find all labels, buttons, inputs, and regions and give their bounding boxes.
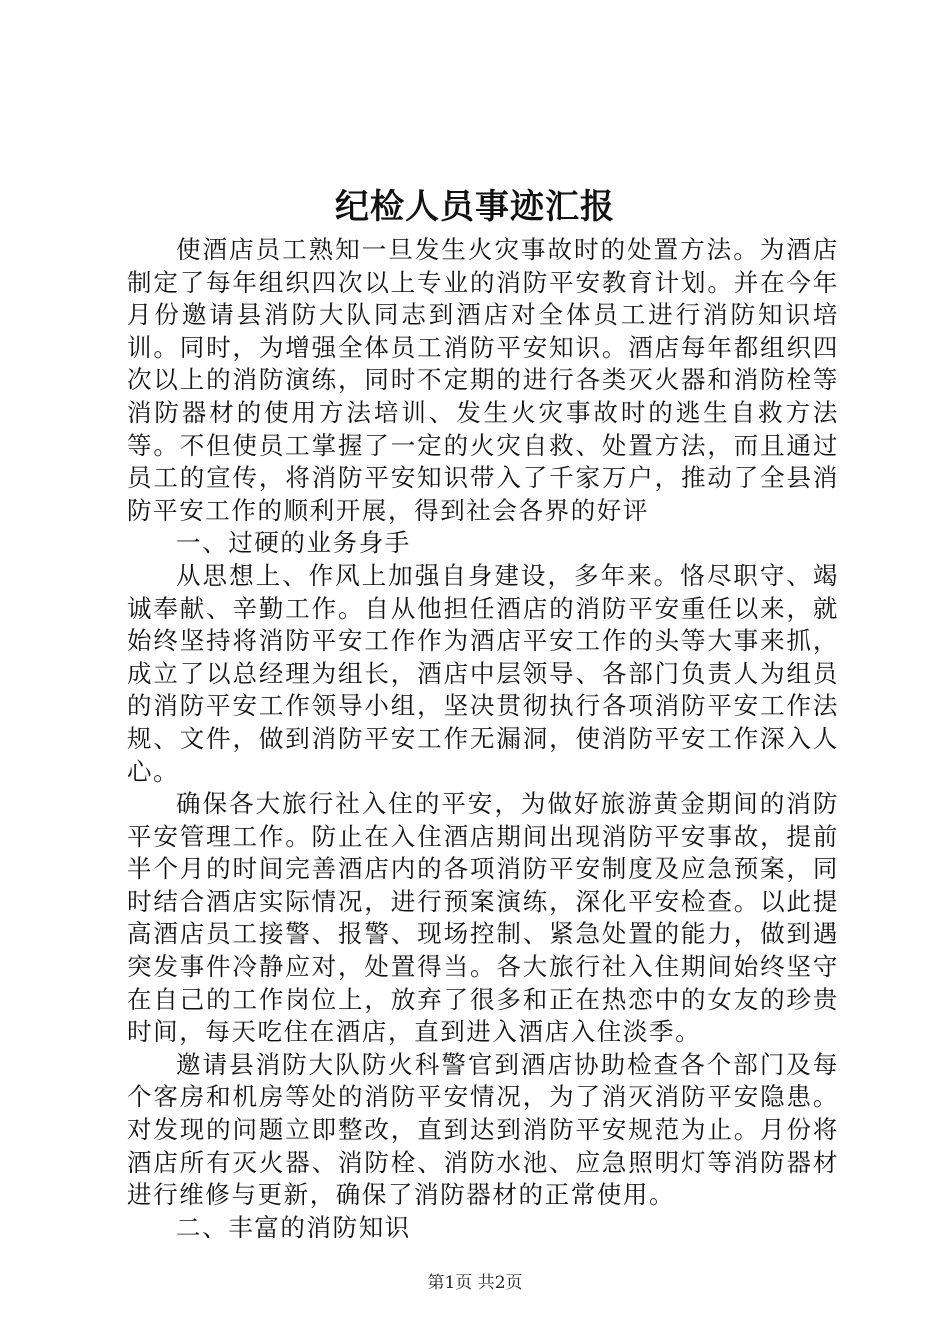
paragraph-travel-safety: 确保各大旅行社入住的平安，为做好旅游黄金期间的消防平安管理工作。防止在入住酒店期间出现消防平安事故，提前半个月的时间完善酒店内的各项消防平安制度及应急预案，同时结合酒店实际情况，进行预案演练，深化平安检查。以此提高酒店员工接警、报警、现场控制、紧急处置的能力，做到遇突发事件冷静应对，处置得当。各大旅行社入住期间始终坚守在自己的工作岗位上，放弃了很多和正在热恋中的女友的珍贵时间，每天吃住在酒店，直到进入酒店入住淡季。 xyxy=(127,789,839,1047)
section-heading-skills: 一、过硬的业务身手 xyxy=(176,528,411,558)
paragraph-inspection: 邀请县消防大队防火科警官到酒店协助检查各个部门及每个客房和机房等处的消防平安情况，为了消灭消防平安隐患。对发现的问题立即整改，直到达到消防平安规范为止。月份将酒店所有灭火器、消防栓、消防水池、应急照明灯等消防器材进行维修与更新，确保了消防器材的正常使用。 xyxy=(127,1049,839,1210)
paragraph-self-building: 从思想上、作风上加强自身建设，多年来。恪尽职守、竭诚奉献、辛勤工作。自从他担任酒店的消防平安重任以来，就始终坚持将消防平安工作作为酒店平安工作的头等大事来抓，成立了以总经理为组长，酒店中层领导、各部门负责人为组员的消防平安工作领导小组，坚决贯彻执行各项消防平安工作法规、文件，做到消防平安工作无漏洞，使消防平安工作深入人心。 xyxy=(127,560,839,786)
page-number-footer: 第1页 共2页 xyxy=(427,1273,523,1293)
document-title: 纪检人员事迹汇报 xyxy=(335,187,615,227)
paragraph-fire-training: 使酒店员工熟知一旦发生火灾事故时的处置方法。为酒店制定了每年组织四次以上专业的消防平安教育计划。并在今年月份邀请县消防大队同志到酒店对全体员工进行消防知识培训。同时，为增强全体员工消防平安知识。酒店每年都组织四次以上的消防演练，同时不定期的进行各类灭火器和消防栓等消防器材的使用方法培训、发生火灾事故时的逃生自救方法等。不但使员工掌握了一定的火灾自救、处置方法，而且通过员工的宣传，将消防平安知识带入了千家万户，推动了全县消防平安工作的顺利开展，得到社会各界的好评 xyxy=(127,235,839,525)
document-body xyxy=(127,234,839,1244)
section-heading-knowledge: 二、丰富的消防知识 xyxy=(176,1212,411,1242)
